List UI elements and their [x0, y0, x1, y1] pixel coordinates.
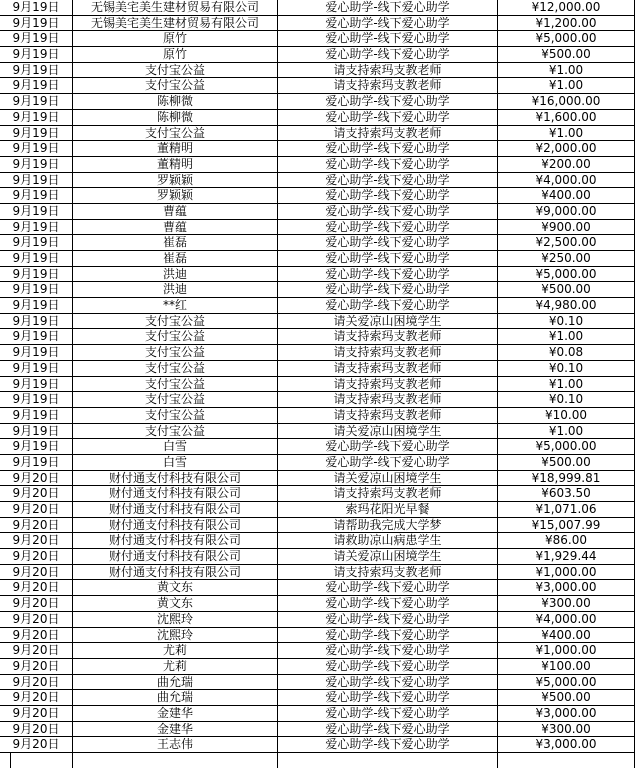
donor-cell[interactable]: 黄文东 [73, 596, 278, 612]
table-row [0, 628, 636, 644]
project-cell[interactable]: 爱心助学-线下爱心助学 [278, 659, 498, 675]
project-cell[interactable]: 索玛花阳光早餐 [278, 502, 498, 518]
project-cell[interactable]: 爱心助学-线下爱心助学 [278, 628, 498, 644]
table-row [0, 141, 636, 157]
date-cell[interactable]: 9月19日 [0, 47, 73, 63]
donor-cell[interactable]: 财付通支付科技有限公司 [73, 502, 278, 518]
partial-row-left-border [10, 753, 11, 768]
project-cell[interactable]: 请帮助我完成大学梦 [278, 518, 498, 534]
amount-cell[interactable]: ¥0.10 [498, 314, 635, 330]
amount-cell[interactable]: ¥500.00 [498, 47, 635, 63]
project-cell[interactable]: 爱心助学-线下爱心助学 [278, 596, 498, 612]
project-cell[interactable]: 爱心助学-线下爱心助学 [278, 235, 498, 251]
amount-cell[interactable]: ¥1.00 [498, 63, 635, 79]
project-cell[interactable]: 爱心助学-线下爱心助学 [278, 282, 498, 298]
project-cell[interactable]: 爱心助学-线下爱心助学 [278, 612, 498, 628]
project-cell[interactable]: 请支持索玛支教老师 [278, 361, 498, 377]
amount-cell[interactable]: ¥1.00 [498, 329, 635, 345]
table-row [0, 78, 636, 94]
amount-cell[interactable]: ¥16,000.00 [498, 94, 635, 110]
amount-cell[interactable]: ¥3,000.00 [498, 580, 635, 596]
table-row [0, 455, 636, 471]
table-row [0, 471, 636, 487]
project-cell[interactable]: 请关爱凉山困境学生 [278, 549, 498, 565]
amount-cell[interactable]: ¥400.00 [498, 188, 635, 204]
amount-cell[interactable]: ¥1.00 [498, 424, 635, 440]
date-cell[interactable]: 9月20日 [0, 722, 73, 738]
donor-cell[interactable]: 支付宝公益 [73, 345, 278, 361]
donor-cell[interactable]: 罗颖颖 [73, 188, 278, 204]
donor-cell[interactable]: 原竹 [73, 31, 278, 47]
amount-cell[interactable]: ¥500.00 [498, 282, 635, 298]
date-cell[interactable]: 9月20日 [0, 690, 73, 706]
table-row [0, 377, 636, 393]
project-cell[interactable]: 爱心助学-线下爱心助学 [278, 439, 498, 455]
project-cell[interactable]: 爱心助学-线下爱心助学 [278, 643, 498, 659]
donor-cell[interactable]: 支付宝公益 [73, 63, 278, 79]
donor-cell[interactable]: 尤莉 [73, 659, 278, 675]
project-cell[interactable]: 请支持索玛支教老师 [278, 126, 498, 142]
date-cell[interactable]: 9月19日 [0, 16, 73, 32]
date-cell[interactable]: 9月19日 [0, 424, 73, 440]
table-row [0, 502, 636, 518]
amount-cell[interactable]: ¥200.00 [498, 157, 635, 173]
table-row [0, 267, 636, 283]
amount-cell[interactable] [498, 753, 635, 768]
donor-cell[interactable]: 金建华 [73, 706, 278, 722]
donor-cell[interactable]: 黄文东 [73, 580, 278, 596]
table-row [0, 722, 636, 738]
donor-cell[interactable]: 曲允瑞 [73, 675, 278, 691]
date-cell[interactable]: 9月20日 [0, 580, 73, 596]
donor-cell[interactable]: 财付通支付科技有限公司 [73, 471, 278, 487]
amount-cell[interactable]: ¥4,000.00 [498, 612, 635, 628]
donor-cell[interactable]: 崔磊 [73, 235, 278, 251]
amount-cell[interactable]: ¥2,500.00 [498, 235, 635, 251]
amount-cell[interactable]: ¥603.50 [498, 486, 635, 502]
table-row [0, 235, 636, 251]
amount-cell[interactable]: ¥300.00 [498, 722, 635, 738]
donor-cell[interactable]: 支付宝公益 [73, 424, 278, 440]
table-row [0, 329, 636, 345]
table-row [0, 580, 636, 596]
donor-cell[interactable]: 财付通支付科技有限公司 [73, 565, 278, 581]
project-cell[interactable]: 爱心助学-线下爱心助学 [278, 173, 498, 189]
table-row [0, 408, 636, 424]
amount-cell[interactable]: ¥300.00 [498, 596, 635, 612]
amount-cell[interactable]: ¥5,000.00 [498, 267, 635, 283]
date-cell[interactable]: 9月19日 [0, 188, 73, 204]
date-cell[interactable]: 9月19日 [0, 63, 73, 79]
date-cell[interactable]: 9月19日 [0, 439, 73, 455]
date-cell[interactable]: 9月19日 [0, 267, 73, 283]
project-cell[interactable]: 请支持索玛支教老师 [278, 408, 498, 424]
donor-cell[interactable]: 财付通支付科技有限公司 [73, 518, 278, 534]
table-row [0, 31, 636, 47]
date-cell[interactable]: 9月19日 [0, 251, 73, 267]
table-row [0, 659, 636, 675]
date-cell[interactable]: 9月20日 [0, 549, 73, 565]
date-cell[interactable]: 9月19日 [0, 220, 73, 236]
amount-cell[interactable]: ¥500.00 [498, 455, 635, 471]
donor-cell[interactable]: 陈柳微 [73, 110, 278, 126]
project-cell[interactable]: 爱心助学-线下爱心助学 [278, 16, 498, 32]
donor-cell[interactable]: 金建华 [73, 722, 278, 738]
donor-cell[interactable]: 支付宝公益 [73, 126, 278, 142]
donor-cell[interactable]: 支付宝公益 [73, 392, 278, 408]
date-cell[interactable]: 9月20日 [0, 737, 73, 753]
donor-cell[interactable]: 曹蕴 [73, 220, 278, 236]
date-cell[interactable]: 9月19日 [0, 94, 73, 110]
table-row [0, 94, 636, 110]
table-row [0, 486, 636, 502]
date-cell[interactable]: 9月19日 [0, 314, 73, 330]
project-cell[interactable]: 爱心助学-线下爱心助学 [278, 204, 498, 220]
table-row [0, 0, 636, 16]
amount-cell[interactable]: ¥18,999.81 [498, 471, 635, 487]
date-cell[interactable]: 9月19日 [0, 141, 73, 157]
date-cell[interactable]: 9月20日 [0, 706, 73, 722]
date-cell[interactable]: 9月19日 [0, 361, 73, 377]
project-cell[interactable]: 请支持索玛支教老师 [278, 329, 498, 345]
project-cell[interactable]: 请支持索玛支教老师 [278, 63, 498, 79]
table-row [0, 549, 636, 565]
project-cell[interactable]: 爱心助学-线下爱心助学 [278, 94, 498, 110]
donor-cell[interactable]: 王志伟 [73, 737, 278, 753]
amount-cell[interactable]: ¥1.00 [498, 377, 635, 393]
project-cell[interactable]: 爱心助学-线下爱心助学 [278, 251, 498, 267]
donor-cell[interactable]: 洪迪 [73, 267, 278, 283]
table-row [0, 737, 636, 753]
amount-cell[interactable]: ¥1.00 [498, 78, 635, 94]
date-cell[interactable]: 9月19日 [0, 31, 73, 47]
amount-cell[interactable]: ¥4,980.00 [498, 298, 635, 314]
amount-cell[interactable]: ¥100.00 [498, 659, 635, 675]
project-cell[interactable]: 爱心助学-线下爱心助学 [278, 188, 498, 204]
donor-cell[interactable]: 洪迪 [73, 282, 278, 298]
project-cell[interactable]: 爱心助学-线下爱心助学 [278, 157, 498, 173]
project-cell[interactable]: 爱心助学-线下爱心助学 [278, 220, 498, 236]
date-cell[interactable]: 9月19日 [0, 110, 73, 126]
project-cell[interactable]: 请关爱凉山困境学生 [278, 471, 498, 487]
project-cell[interactable]: 请支持索玛支教老师 [278, 486, 498, 502]
table-row [0, 220, 636, 236]
table-row [0, 314, 636, 330]
date-cell[interactable]: 9月19日 [0, 126, 73, 142]
amount-cell[interactable]: ¥900.00 [498, 220, 635, 236]
date-cell[interactable]: 9月19日 [0, 377, 73, 393]
table-row [0, 47, 636, 63]
amount-cell[interactable]: ¥5,000.00 [498, 31, 635, 47]
donor-cell[interactable]: 陈柳微 [73, 94, 278, 110]
donor-cell[interactable]: 董精明 [73, 141, 278, 157]
date-cell[interactable]: 9月19日 [0, 392, 73, 408]
project-cell[interactable]: 爱心助学-线下爱心助学 [278, 141, 498, 157]
date-cell[interactable]: 9月19日 [0, 235, 73, 251]
amount-cell[interactable]: ¥1,000.00 [498, 643, 635, 659]
amount-cell[interactable]: ¥9,000.00 [498, 204, 635, 220]
amount-cell[interactable]: ¥3,000.00 [498, 737, 635, 753]
date-cell[interactable]: 9月19日 [0, 173, 73, 189]
table-row [0, 173, 636, 189]
donor-cell[interactable]: 支付宝公益 [73, 78, 278, 94]
project-cell[interactable]: 爱心助学-线下爱心助学 [278, 455, 498, 471]
project-cell[interactable]: 请支持索玛支教老师 [278, 392, 498, 408]
date-cell[interactable]: 9月20日 [0, 502, 73, 518]
donor-cell[interactable]: 曹蕴 [73, 204, 278, 220]
amount-cell[interactable]: ¥0.08 [498, 345, 635, 361]
date-cell[interactable]: 9月19日 [0, 282, 73, 298]
project-cell[interactable]: 爱心助学-线下爱心助学 [278, 737, 498, 753]
amount-cell[interactable]: ¥250.00 [498, 251, 635, 267]
date-cell[interactable]: 9月19日 [0, 157, 73, 173]
date-cell[interactable]: 9月20日 [0, 643, 73, 659]
table-row [0, 424, 636, 440]
donor-cell[interactable]: 董精明 [73, 157, 278, 173]
donor-cell[interactable]: 尤莉 [73, 643, 278, 659]
donor-cell[interactable]: 无锡美宅美生建材贸易有限公司 [73, 16, 278, 32]
project-cell[interactable]: 爱心助学-线下爱心助学 [278, 675, 498, 691]
project-cell[interactable] [278, 753, 498, 768]
date-cell[interactable]: 9月19日 [0, 345, 73, 361]
date-cell[interactable]: 9月19日 [0, 408, 73, 424]
project-cell[interactable]: 爱心助学-线下爱心助学 [278, 706, 498, 722]
table-row [0, 612, 636, 628]
donor-cell[interactable]: 原竹 [73, 47, 278, 63]
table-row [0, 16, 636, 32]
date-cell[interactable]: 9月20日 [0, 471, 73, 487]
table-row [0, 533, 636, 549]
project-cell[interactable]: 爱心助学-线下爱心助学 [278, 690, 498, 706]
amount-cell[interactable]: ¥15,007.99 [498, 518, 635, 534]
table-row [0, 157, 636, 173]
table-row [0, 188, 636, 204]
table-row [0, 204, 636, 220]
date-cell[interactable]: 9月20日 [0, 675, 73, 691]
project-cell[interactable]: 爱心助学-线下爱心助学 [278, 267, 498, 283]
amount-cell[interactable]: ¥1,071.06 [498, 502, 635, 518]
table-row [0, 518, 636, 534]
date-cell[interactable]: 9月20日 [0, 612, 73, 628]
donor-cell[interactable]: 沈熙玲 [73, 628, 278, 644]
table-row [0, 675, 636, 691]
project-cell[interactable]: 爱心助学-线下爱心助学 [278, 298, 498, 314]
donor-cell[interactable]: 沈熙玲 [73, 612, 278, 628]
amount-cell[interactable]: ¥1,600.00 [498, 110, 635, 126]
amount-cell[interactable]: ¥4,000.00 [498, 173, 635, 189]
project-cell[interactable]: 请关爱凉山困境学生 [278, 314, 498, 330]
project-cell[interactable]: 请支持索玛支教老师 [278, 565, 498, 581]
table-row [0, 361, 636, 377]
amount-cell[interactable]: ¥10.00 [498, 408, 635, 424]
project-cell[interactable]: 爱心助学-线下爱心助学 [278, 31, 498, 47]
date-cell[interactable]: 9月19日 [0, 455, 73, 471]
project-cell[interactable]: 请救助凉山病患学生 [278, 533, 498, 549]
project-cell[interactable]: 爱心助学-线下爱心助学 [278, 0, 498, 16]
donor-cell[interactable] [73, 753, 278, 768]
table-row [0, 126, 636, 142]
project-cell[interactable]: 爱心助学-线下爱心助学 [278, 110, 498, 126]
amount-cell[interactable]: ¥12,000.00 [498, 0, 635, 16]
table-row [0, 706, 636, 722]
project-cell[interactable]: 爱心助学-线下爱心助学 [278, 580, 498, 596]
project-cell[interactable]: 请支持索玛支教老师 [278, 78, 498, 94]
table-row [0, 596, 636, 612]
amount-cell[interactable]: ¥5,000.00 [498, 675, 635, 691]
date-cell[interactable]: 9月19日 [0, 329, 73, 345]
table-row [0, 565, 636, 581]
table-row [0, 251, 636, 267]
donor-cell[interactable]: 财付通支付科技有限公司 [73, 486, 278, 502]
donor-cell[interactable]: 罗颖颖 [73, 173, 278, 189]
donor-cell[interactable]: 支付宝公益 [73, 361, 278, 377]
project-cell[interactable]: 爱心助学-线下爱心助学 [278, 47, 498, 63]
table-row [0, 690, 636, 706]
date-cell[interactable]: 9月20日 [0, 518, 73, 534]
project-cell[interactable]: 请支持索玛支教老师 [278, 377, 498, 393]
amount-cell[interactable]: ¥500.00 [498, 690, 635, 706]
amount-cell[interactable]: ¥0.10 [498, 392, 635, 408]
table-row [0, 439, 636, 455]
donor-cell[interactable]: 支付宝公益 [73, 329, 278, 345]
date-cell[interactable]: 9月20日 [0, 486, 73, 502]
date-cell[interactable]: 9月20日 [0, 659, 73, 675]
donor-cell[interactable]: 崔磊 [73, 251, 278, 267]
table-row [0, 282, 636, 298]
amount-cell[interactable]: ¥0.10 [498, 361, 635, 377]
project-cell[interactable]: 爱心助学-线下爱心助学 [278, 722, 498, 738]
donor-cell[interactable]: 无锡美宅美生建材贸易有限公司 [73, 0, 278, 16]
donor-cell[interactable]: 支付宝公益 [73, 377, 278, 393]
date-cell[interactable]: 9月19日 [0, 298, 73, 314]
date-cell[interactable]: 9月19日 [0, 0, 73, 16]
donor-cell[interactable]: 白雪 [73, 439, 278, 455]
date-cell[interactable]: 9月20日 [0, 628, 73, 644]
donor-cell[interactable]: 财付通支付科技有限公司 [73, 533, 278, 549]
amount-cell[interactable]: ¥5,000.00 [498, 439, 635, 455]
date-cell[interactable]: 9月20日 [0, 596, 73, 612]
project-cell[interactable]: 请关爱凉山困境学生 [278, 424, 498, 440]
donor-cell[interactable]: 白雪 [73, 455, 278, 471]
amount-cell[interactable]: ¥1,929.44 [498, 549, 635, 565]
amount-cell[interactable]: ¥400.00 [498, 628, 635, 644]
date-cell[interactable]: 9月19日 [0, 78, 73, 94]
partial-table-row [0, 753, 636, 768]
amount-cell[interactable]: ¥3,000.00 [498, 706, 635, 722]
donor-cell[interactable]: 支付宝公益 [73, 408, 278, 424]
amount-cell[interactable]: ¥86.00 [498, 533, 635, 549]
donor-cell[interactable]: 曲允瑞 [73, 690, 278, 706]
amount-cell[interactable]: ¥1,000.00 [498, 565, 635, 581]
table-row [0, 110, 636, 126]
date-cell[interactable]: 9月20日 [0, 565, 73, 581]
amount-cell[interactable]: ¥1,200.00 [498, 16, 635, 32]
table-row [0, 643, 636, 659]
table-row [0, 298, 636, 314]
amount-cell[interactable]: ¥1.00 [498, 126, 635, 142]
donor-cell[interactable]: 财付通支付科技有限公司 [73, 549, 278, 565]
donor-cell[interactable]: 支付宝公益 [73, 314, 278, 330]
date-cell[interactable]: 9月19日 [0, 204, 73, 220]
project-cell[interactable]: 请支持索玛支教老师 [278, 345, 498, 361]
donor-cell[interactable]: **红 [73, 298, 278, 314]
table-row [0, 392, 636, 408]
date-cell[interactable]: 9月20日 [0, 533, 73, 549]
amount-cell[interactable]: ¥2,000.00 [498, 141, 635, 157]
table-row [0, 63, 636, 79]
table-row [0, 345, 636, 361]
